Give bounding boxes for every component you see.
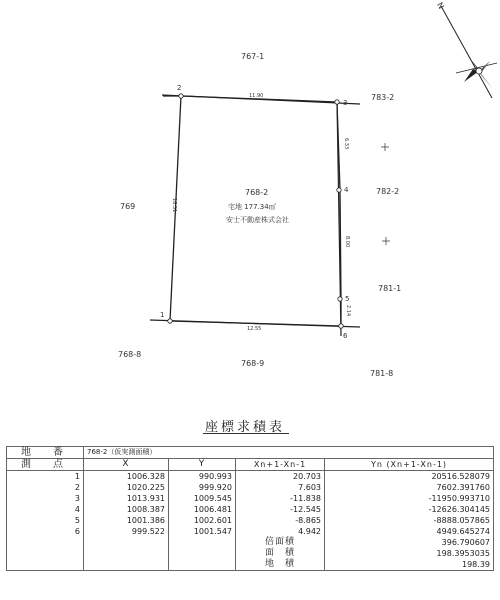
parcel-owner: 安士不動産株式会社 [226,216,289,224]
lot-row [7,447,494,459]
row-x: 1008.387 [84,504,169,515]
title-underline [203,433,289,434]
row-point: 2 [7,482,84,493]
row-y: 1001.547 [169,526,236,537]
table-row [7,471,494,483]
row-y: 1006.481 [169,504,236,515]
row-diff: -11.838 [236,493,325,504]
row-x: 1006.328 [84,471,169,483]
neighbor-right-low: 781-1 [378,284,402,293]
neighbor-bottom-mid: 768-9 [241,359,265,368]
row-y: 1002.601 [169,515,236,526]
row-product: 4949.645274 [325,526,494,537]
total-label-land-area: 地 積 [236,559,325,571]
north-label: N [435,0,446,11]
survey-point-2 [179,94,183,98]
row-y: 1009.545 [169,493,236,504]
table-row [7,515,494,526]
survey-point-3 [335,100,339,104]
coordinate-area-table [6,446,494,571]
point-label-6: 6 [343,332,348,340]
row-product: -8888.057865 [325,515,494,526]
header-x: X [84,459,169,471]
row-diff: -12.545 [236,504,325,515]
table-row [7,526,494,537]
edge-length-right-low: 2.14 [345,305,351,317]
point-label-1: 1 [160,311,165,319]
point-label-4: 4 [344,186,349,194]
row-y: 990.993 [169,471,236,483]
row-product: -12626.304145 [325,504,494,515]
header-product: Yn (Xn+1-Xn-1) [325,459,494,471]
parcel-use-area: 宅地 177.34㎡ [228,203,276,211]
row-x: 999.522 [84,526,169,537]
row-diff: 20.703 [236,471,325,483]
edge-length-right-mid: 8.00 [344,236,350,248]
row-diff: -8.865 [236,515,325,526]
edge-length-right-upper: 6.33 [343,138,349,150]
row-x: 1013.931 [84,493,169,504]
row-product: -11950.993710 [325,493,494,504]
row-point: 4 [7,504,84,515]
neighbor-right-mid: 782-2 [376,187,400,196]
neighbor-right-top: 783-2 [371,93,395,102]
survey-point-4 [337,188,341,192]
point-label-2: 2 [177,84,182,92]
neighbor-bottom-left: 768-8 [118,350,142,359]
total-row [7,548,494,559]
row-y: 999.920 [169,482,236,493]
header-diff: Xn+1-Xn-1 [236,459,325,471]
total-label-area: 面 積 [236,548,325,559]
neighbor-left: 769 [120,202,136,211]
row-point: 3 [7,493,84,504]
row-diff: 7.603 [236,482,325,493]
table-title: 座標求積表 [205,420,286,435]
edge-length-bottom: 12.55 [247,326,262,332]
header-row [7,459,494,471]
neighbor-bottom-right: 781-8 [370,369,394,378]
total-row [7,559,494,571]
table-row [7,482,494,493]
row-diff: 4.942 [236,526,325,537]
lot-label: 地 番 [7,447,84,459]
total-value-area: 198.3953035 [325,548,494,559]
row-x: 1001.386 [84,515,169,526]
row-x: 1020.225 [84,482,169,493]
total-row [7,537,494,548]
survey-point-5 [338,297,342,301]
row-product: 7602.391760 [325,482,494,493]
table-row [7,504,494,515]
row-point: 5 [7,515,84,526]
row-point: 6 [7,526,84,537]
total-value-double-area: 396.790607 [325,537,494,548]
header-y: Y [169,459,236,471]
point-label-5: 5 [345,295,350,303]
parcel-id: 768-2 [245,188,269,197]
survey-point-6 [339,324,343,328]
neighbor-top: 767-1 [241,52,265,61]
total-value-land-area: 198.39 [325,559,494,571]
row-product: 20516.528079 [325,471,494,483]
lot-value: 768-2（仮実測面積） [84,447,494,459]
edge-length-left: 16.51 [171,198,177,213]
survey-point-1 [168,319,172,323]
row-point: 1 [7,471,84,483]
point-label-3: 3 [343,99,348,107]
compass-icon [441,6,497,98]
table-row [7,493,494,504]
edge-length-top: 11.90 [249,93,264,99]
total-label-double-area: 倍面積 [236,537,325,548]
header-point: 測 点 [7,459,84,471]
